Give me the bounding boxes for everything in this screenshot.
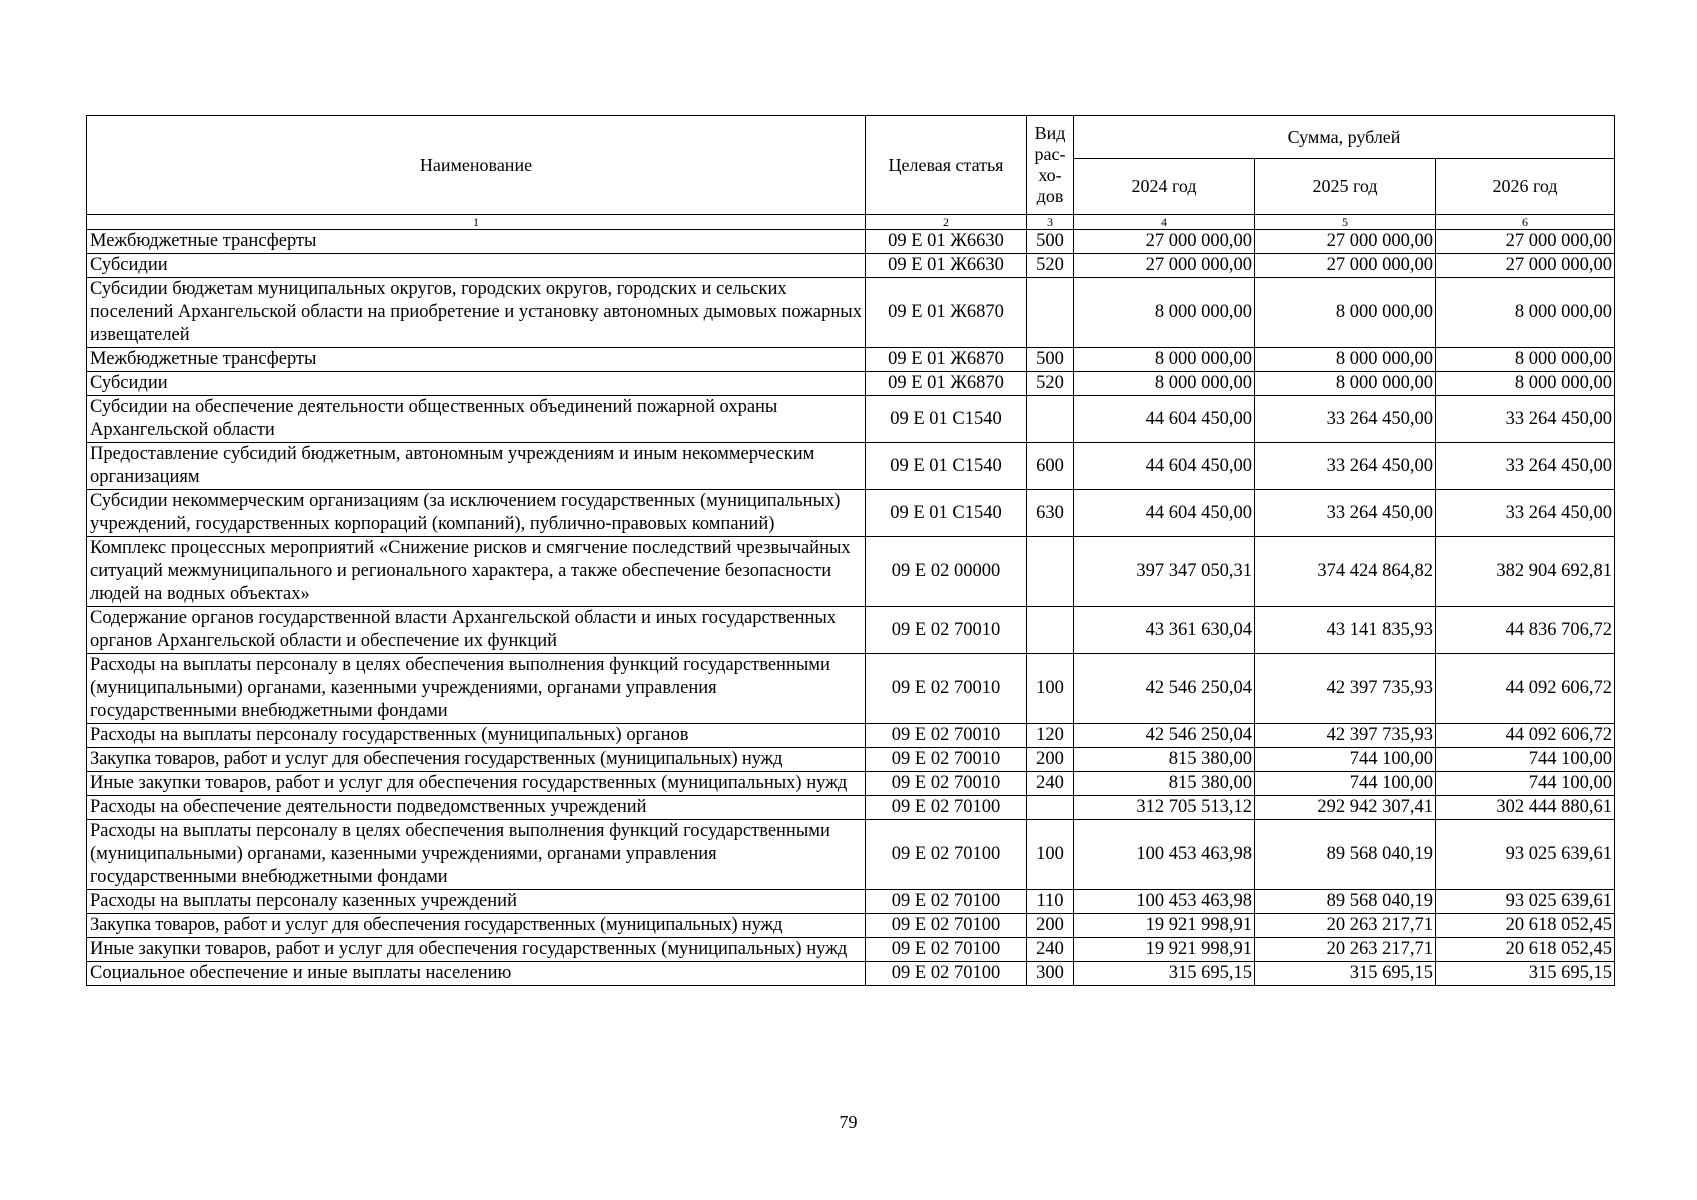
row-sum-2024: 8 000 000,00 bbox=[1074, 372, 1255, 396]
row-sum-2024: 19 921 998,91 bbox=[1074, 914, 1255, 938]
row-expense-kind: 520 bbox=[1027, 254, 1074, 278]
table-row bbox=[87, 490, 1615, 537]
row-sum-2026: 315 695,15 bbox=[1436, 962, 1615, 986]
row-target-article: 09 Е 01 Ж6630 bbox=[866, 230, 1027, 254]
row-sum-2024: 27 000 000,00 bbox=[1074, 230, 1255, 254]
row-sum-2024: 312 705 513,12 bbox=[1074, 796, 1255, 820]
row-name: Субсидии bbox=[87, 372, 866, 396]
row-name: Субсидии bbox=[87, 254, 866, 278]
row-name: Расходы на выплаты персоналу казенных учреждений bbox=[87, 890, 866, 914]
row-target-article: 09 Е 01 Ж6870 bbox=[866, 372, 1027, 396]
table-row bbox=[87, 724, 1615, 748]
row-sum-2025: 43 141 835,93 bbox=[1255, 607, 1436, 654]
row-sum-2026: 93 025 639,61 bbox=[1436, 890, 1615, 914]
row-sum-2026: 44 092 606,72 bbox=[1436, 724, 1615, 748]
table-row bbox=[87, 820, 1615, 890]
table-row bbox=[87, 796, 1615, 820]
page-number: 79 bbox=[839, 1112, 858, 1132]
row-name: Расходы на выплаты персоналу в целях обеспечения выполнения функций государственными (муниципальными) органами, казенными учреждениями, органами управления государственными внебюджетными фондами bbox=[87, 820, 866, 890]
row-name: Содержание органов государственной власти Архангельской области и иных государственных органов Архангельской области и обеспечение их функций bbox=[87, 607, 866, 654]
table-row bbox=[87, 654, 1615, 724]
header-year-2024: 2024 год bbox=[1074, 159, 1255, 215]
row-target-article: 09 Е 01 С1540 bbox=[866, 396, 1027, 443]
row-target-article: 09 Е 02 70100 bbox=[866, 820, 1027, 890]
row-expense-kind bbox=[1027, 396, 1074, 443]
row-sum-2025: 8 000 000,00 bbox=[1255, 372, 1436, 396]
row-name: Предоставление субсидий бюджетным, автономным учреждениям и иным некоммерческим организациям bbox=[87, 443, 866, 490]
row-sum-2024: 8 000 000,00 bbox=[1074, 278, 1255, 348]
row-expense-kind: 200 bbox=[1027, 748, 1074, 772]
row-sum-2026: 20 618 052,45 bbox=[1436, 938, 1615, 962]
row-sum-2024: 315 695,15 bbox=[1074, 962, 1255, 986]
row-sum-2025: 42 397 735,93 bbox=[1255, 654, 1436, 724]
row-sum-2025: 8 000 000,00 bbox=[1255, 348, 1436, 372]
row-target-article: 09 Е 02 70010 bbox=[866, 748, 1027, 772]
row-expense-kind: 200 bbox=[1027, 914, 1074, 938]
header-expense-kind bbox=[1027, 116, 1074, 215]
table-row bbox=[87, 254, 1615, 278]
table-row bbox=[87, 443, 1615, 490]
row-expense-kind: 600 bbox=[1027, 443, 1074, 490]
row-target-article: 09 Е 01 С1540 bbox=[866, 443, 1027, 490]
row-sum-2026: 93 025 639,61 bbox=[1436, 820, 1615, 890]
row-name: Межбюджетные трансферты bbox=[87, 230, 866, 254]
row-expense-kind: 100 bbox=[1027, 654, 1074, 724]
row-sum-2026: 744 100,00 bbox=[1436, 748, 1615, 772]
row-sum-2024: 19 921 998,91 bbox=[1074, 938, 1255, 962]
row-name: Расходы на выплаты персоналу государственных (муниципальных) органов bbox=[87, 724, 866, 748]
row-sum-2026: 8 000 000,00 bbox=[1436, 278, 1615, 348]
row-expense-kind: 300 bbox=[1027, 962, 1074, 986]
row-target-article: 09 Е 02 70010 bbox=[866, 724, 1027, 748]
row-name: Комплекс процессных мероприятий «Снижение рисков и смягчение последствий чрезвычайных ситуаций межмуниципального и регионального характера, а также обеспечение безопасности людей на водных объектах» bbox=[87, 537, 866, 607]
row-name: Субсидии некоммерческим организациям (за исключением государственных (муниципальных) учреждений, государственных корпораций (компаний), публично-правовых компаний) bbox=[87, 490, 866, 537]
row-target-article: 09 Е 01 Ж6870 bbox=[866, 278, 1027, 348]
row-expense-kind: 500 bbox=[1027, 348, 1074, 372]
row-sum-2026: 33 264 450,00 bbox=[1436, 443, 1615, 490]
row-sum-2025: 42 397 735,93 bbox=[1255, 724, 1436, 748]
table-row bbox=[87, 772, 1615, 796]
row-name: Субсидии бюджетам муниципальных округов, городских округов, городских и сельских поселений Архангельской области на приобретение и установку автономных дымовых пожарных извещателей bbox=[87, 278, 866, 348]
row-target-article: 09 Е 02 70010 bbox=[866, 772, 1027, 796]
row-sum-2025: 27 000 000,00 bbox=[1255, 230, 1436, 254]
row-sum-2025: 315 695,15 bbox=[1255, 962, 1436, 986]
row-target-article: 09 Е 02 70100 bbox=[866, 962, 1027, 986]
table-row bbox=[87, 938, 1615, 962]
table-row bbox=[87, 372, 1615, 396]
header-target-article: Целевая статья bbox=[866, 116, 1027, 215]
header-name: Наименование bbox=[87, 116, 866, 215]
row-sum-2026: 8 000 000,00 bbox=[1436, 372, 1615, 396]
table-row bbox=[87, 348, 1615, 372]
row-sum-2024: 42 546 250,04 bbox=[1074, 654, 1255, 724]
row-sum-2024: 100 453 463,98 bbox=[1074, 890, 1255, 914]
column-number: 1 bbox=[87, 215, 866, 230]
row-sum-2026: 44 092 606,72 bbox=[1436, 654, 1615, 724]
row-sum-2025: 33 264 450,00 bbox=[1255, 490, 1436, 537]
row-sum-2024: 44 604 450,00 bbox=[1074, 443, 1255, 490]
table-row bbox=[87, 914, 1615, 938]
row-target-article: 09 Е 02 70100 bbox=[866, 796, 1027, 820]
row-sum-2025: 744 100,00 bbox=[1255, 772, 1436, 796]
row-sum-2025: 744 100,00 bbox=[1255, 748, 1436, 772]
row-expense-kind: 500 bbox=[1027, 230, 1074, 254]
row-target-article: 09 Е 02 70100 bbox=[866, 914, 1027, 938]
row-sum-2025: 374 424 864,82 bbox=[1255, 537, 1436, 607]
row-sum-2024: 43 361 630,04 bbox=[1074, 607, 1255, 654]
header-expense-kind-text: Вид рас-хо-дов bbox=[1034, 123, 1066, 206]
row-name: Закупка товаров, работ и услуг для обеспечения государственных (муниципальных) нужд bbox=[87, 914, 866, 938]
row-target-article: 09 Е 01 Ж6630 bbox=[866, 254, 1027, 278]
budget-table bbox=[86, 115, 1615, 986]
row-sum-2026: 302 444 880,61 bbox=[1436, 796, 1615, 820]
row-target-article: 09 Е 02 70100 bbox=[866, 938, 1027, 962]
row-name: Иные закупки товаров, работ и услуг для обеспечения государственных (муниципальных) нужд bbox=[87, 772, 866, 796]
row-sum-2026: 27 000 000,00 bbox=[1436, 254, 1615, 278]
row-expense-kind bbox=[1027, 796, 1074, 820]
row-sum-2026: 382 904 692,81 bbox=[1436, 537, 1615, 607]
row-target-article: 09 Е 02 00000 bbox=[866, 537, 1027, 607]
column-number: 4 bbox=[1074, 215, 1255, 230]
row-sum-2025: 20 263 217,71 bbox=[1255, 938, 1436, 962]
row-name: Расходы на выплаты персоналу в целях обеспечения выполнения функций государственными (муниципальными) органами, казенными учреждениями, органами управления государственными внебюджетными фондами bbox=[87, 654, 866, 724]
row-sum-2024: 27 000 000,00 bbox=[1074, 254, 1255, 278]
column-number: 6 bbox=[1436, 215, 1615, 230]
header-year-2025: 2025 год bbox=[1255, 159, 1436, 215]
row-target-article: 09 Е 01 Ж6870 bbox=[866, 348, 1027, 372]
row-expense-kind: 630 bbox=[1027, 490, 1074, 537]
row-name: Расходы на обеспечение деятельности подведомственных учреждений bbox=[87, 796, 866, 820]
row-target-article: 09 Е 01 С1540 bbox=[866, 490, 1027, 537]
table-row bbox=[87, 607, 1615, 654]
row-sum-2024: 44 604 450,00 bbox=[1074, 396, 1255, 443]
row-expense-kind: 100 bbox=[1027, 820, 1074, 890]
row-target-article: 09 Е 02 70010 bbox=[866, 654, 1027, 724]
row-expense-kind bbox=[1027, 537, 1074, 607]
row-sum-2024: 42 546 250,04 bbox=[1074, 724, 1255, 748]
row-sum-2025: 89 568 040,19 bbox=[1255, 820, 1436, 890]
row-sum-2024: 100 453 463,98 bbox=[1074, 820, 1255, 890]
row-sum-2025: 33 264 450,00 bbox=[1255, 443, 1436, 490]
row-name: Социальное обеспечение и иные выплаты населению bbox=[87, 962, 866, 986]
row-sum-2026: 33 264 450,00 bbox=[1436, 396, 1615, 443]
row-sum-2025: 292 942 307,41 bbox=[1255, 796, 1436, 820]
row-sum-2024: 397 347 050,31 bbox=[1074, 537, 1255, 607]
table-row bbox=[87, 278, 1615, 348]
row-expense-kind: 120 bbox=[1027, 724, 1074, 748]
row-expense-kind: 240 bbox=[1027, 772, 1074, 796]
row-name: Иные закупки товаров, работ и услуг для обеспечения государственных (муниципальных) нужд bbox=[87, 938, 866, 962]
row-sum-2025: 27 000 000,00 bbox=[1255, 254, 1436, 278]
row-expense-kind bbox=[1027, 607, 1074, 654]
table-row bbox=[87, 537, 1615, 607]
row-sum-2026: 20 618 052,45 bbox=[1436, 914, 1615, 938]
column-number: 5 bbox=[1255, 215, 1436, 230]
row-sum-2024: 8 000 000,00 bbox=[1074, 348, 1255, 372]
column-number: 2 bbox=[866, 215, 1027, 230]
row-sum-2026: 27 000 000,00 bbox=[1436, 230, 1615, 254]
table-row bbox=[87, 962, 1615, 986]
column-number-row bbox=[87, 215, 1615, 230]
row-expense-kind: 520 bbox=[1027, 372, 1074, 396]
column-number: 3 bbox=[1027, 215, 1074, 230]
row-name: Субсидии на обеспечение деятельности общественных объединений пожарной охраны Архангельской области bbox=[87, 396, 866, 443]
row-name: Закупка товаров, работ и услуг для обеспечения государственных (муниципальных) нужд bbox=[87, 748, 866, 772]
table-row bbox=[87, 748, 1615, 772]
row-sum-2026: 44 836 706,72 bbox=[1436, 607, 1615, 654]
row-target-article: 09 Е 02 70010 bbox=[866, 607, 1027, 654]
table-body bbox=[87, 230, 1615, 986]
row-sum-2024: 815 380,00 bbox=[1074, 772, 1255, 796]
header-year-2026: 2026 год bbox=[1436, 159, 1615, 215]
table-row bbox=[87, 396, 1615, 443]
row-sum-2024: 44 604 450,00 bbox=[1074, 490, 1255, 537]
row-sum-2025: 89 568 040,19 bbox=[1255, 890, 1436, 914]
row-name: Межбюджетные трансферты bbox=[87, 348, 866, 372]
row-sum-2026: 744 100,00 bbox=[1436, 772, 1615, 796]
row-sum-2026: 8 000 000,00 bbox=[1436, 348, 1615, 372]
row-sum-2025: 8 000 000,00 bbox=[1255, 278, 1436, 348]
row-sum-2024: 815 380,00 bbox=[1074, 748, 1255, 772]
row-expense-kind: 110 bbox=[1027, 890, 1074, 914]
header-sum: Сумма, рублей bbox=[1074, 116, 1615, 159]
row-sum-2026: 33 264 450,00 bbox=[1436, 490, 1615, 537]
row-sum-2025: 33 264 450,00 bbox=[1255, 396, 1436, 443]
row-sum-2025: 20 263 217,71 bbox=[1255, 914, 1436, 938]
table-row bbox=[87, 230, 1615, 254]
row-target-article: 09 Е 02 70100 bbox=[866, 890, 1027, 914]
row-expense-kind bbox=[1027, 278, 1074, 348]
row-expense-kind: 240 bbox=[1027, 938, 1074, 962]
table-row bbox=[87, 890, 1615, 914]
